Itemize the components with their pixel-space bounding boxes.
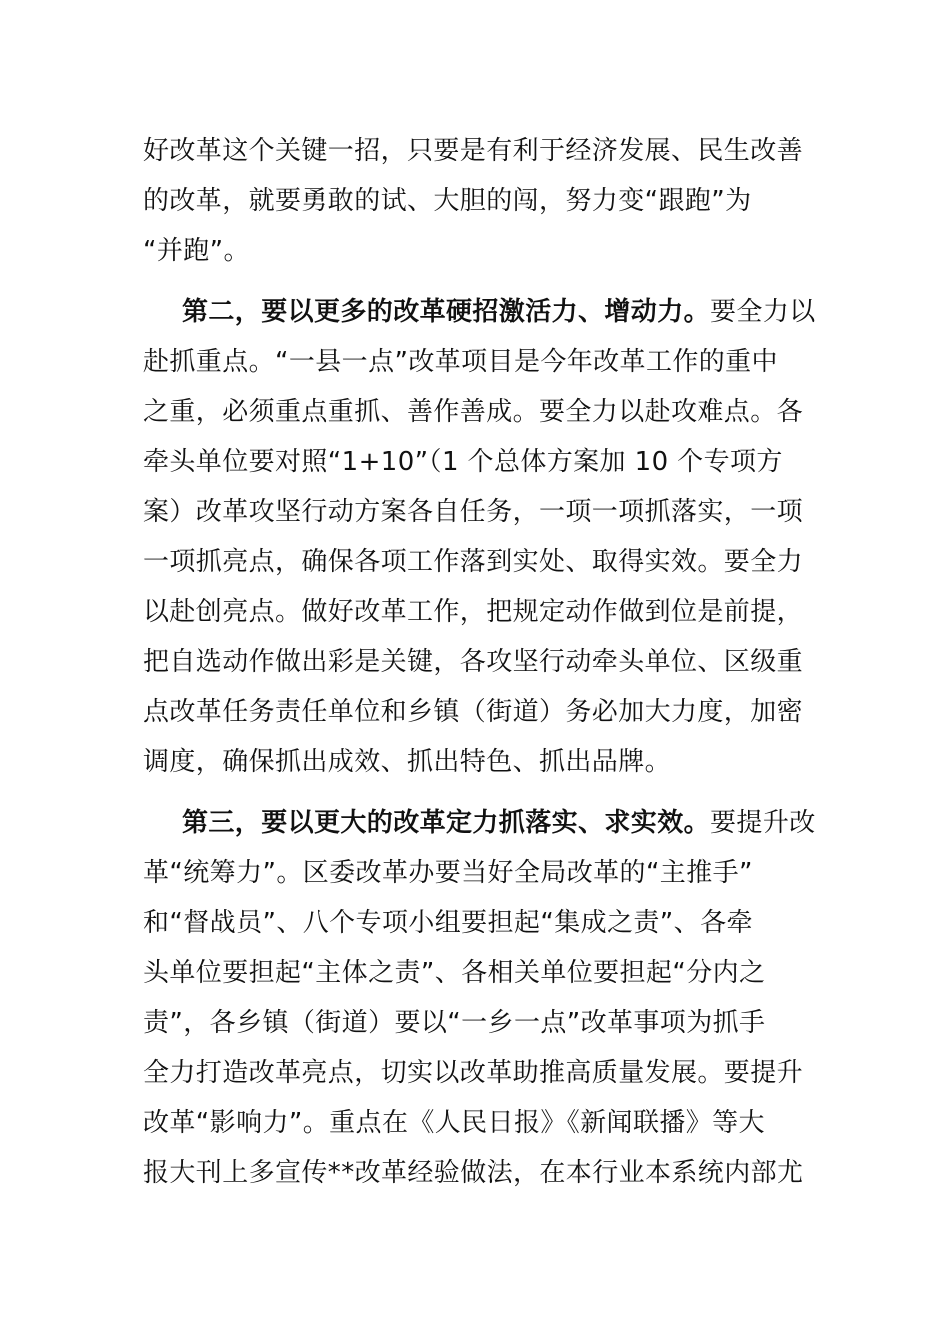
- text-line: 头单位要担起“主体之责”、各相关单位要担起“分内之: [143, 958, 766, 988]
- text-fragment: 要提升改: [710, 808, 816, 838]
- text-line: 革“统筹力”。区委改革办要当好全局改革的“主推手”: [143, 858, 753, 888]
- text-line: 之重，必须重点重抓、善作善成。要全力以赴攻难点。各: [143, 397, 804, 427]
- text-line: 调度，确保抓出成效、抓出特色、抓出品牌。: [143, 747, 672, 777]
- paragraph-first-line: [182, 805, 816, 841]
- text-line: 赴抓重点。“一县一点”改革项目是今年改革工作的重中: [143, 347, 778, 377]
- paragraph-first-line: [182, 294, 816, 330]
- paragraph-heading: 第二，要以更多的改革硬招激活力、增动力。: [182, 297, 711, 327]
- text-line: 的改革，就要勇敢的试、大胆的闯，努力变“跟跑”为: [143, 186, 752, 216]
- text-line: 全力打造改革亮点，切实以改革助推高质量发展。要提升: [143, 1058, 804, 1088]
- text-fragment: 要全力以: [710, 297, 816, 327]
- text-line: 牵头单位要对照“1+10”（1 个总体方案加 10 个专项方: [143, 447, 783, 477]
- text-line: 和“督战员”、八个专项小组要担起“集成之责”、各牵: [143, 908, 753, 938]
- text-line: “并跑”。: [143, 236, 250, 266]
- text-line: 好改革这个关键一招，只要是有利于经济发展、民生改善: [143, 136, 804, 166]
- text-line: 点改革任务责任单位和乡镇（街道）务必加大力度，加密: [143, 697, 804, 727]
- text-line: 一项抓亮点，确保各项工作落到实处、取得实效。要全力: [143, 547, 804, 577]
- text-line: 案）改革攻坚行动方案各自任务，一项一项抓落实，一项: [143, 497, 804, 527]
- text-line: 责”，各乡镇（街道）要以“一乡一点”改革事项为抓手: [143, 1008, 766, 1038]
- text-line: 把自选动作做出彩是关键，各攻坚行动牵头单位、区级重: [143, 647, 804, 677]
- paragraph-heading: 第三，要以更大的改革定力抓落实、求实效。: [182, 808, 711, 838]
- text-line: 以赴创亮点。做好改革工作，把规定动作做到位是前提，: [143, 597, 804, 627]
- text-line: 报大刊上多宣传**改革经验做法，在本行业本系统内部尤: [143, 1158, 804, 1188]
- text-line: 改革“影响力”。重点在《人民日报》《新闻联播》等大: [143, 1108, 765, 1138]
